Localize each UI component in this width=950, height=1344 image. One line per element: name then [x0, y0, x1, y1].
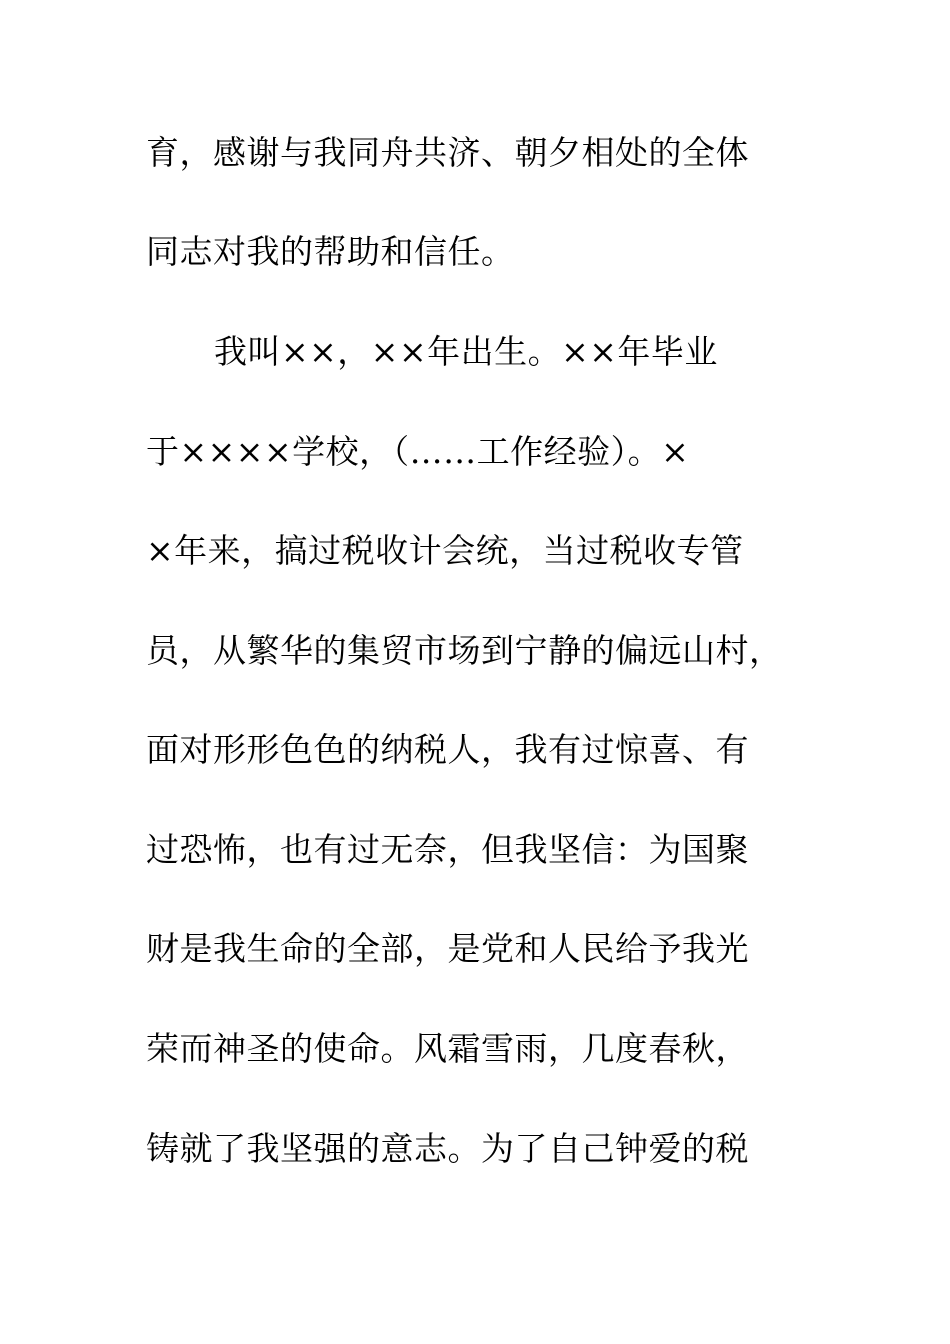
- text-line: 员，从繁华的集贸市场到宁静的偏远山村，: [146, 631, 783, 670]
- text-line: 铸就了我坚强的意志。为了自己钟爱的税: [146, 1129, 749, 1168]
- text-line: 过恐怖，也有过无奈，但我坚信：为国聚: [146, 830, 749, 869]
- text-line: ×年来，搞过税收计会统，当过税收专管: [146, 531, 744, 570]
- text-line: 同志对我的帮助和信任。: [146, 232, 515, 271]
- paragraph-first-line: 我叫××，××年出生。××年毕业: [214, 332, 718, 371]
- text-line: 育，感谢与我同舟共济、朝夕相处的全体: [146, 133, 749, 172]
- text-line: 于××××学校，（……工作经验）。×: [146, 432, 690, 471]
- text-line: 荣而神圣的使命。风霜雪雨，几度春秋，: [146, 1029, 749, 1068]
- text-line: 财是我生命的全部，是党和人民给予我光: [146, 929, 749, 968]
- text-line: 面对形形色色的纳税人，我有过惊喜、有: [146, 730, 749, 769]
